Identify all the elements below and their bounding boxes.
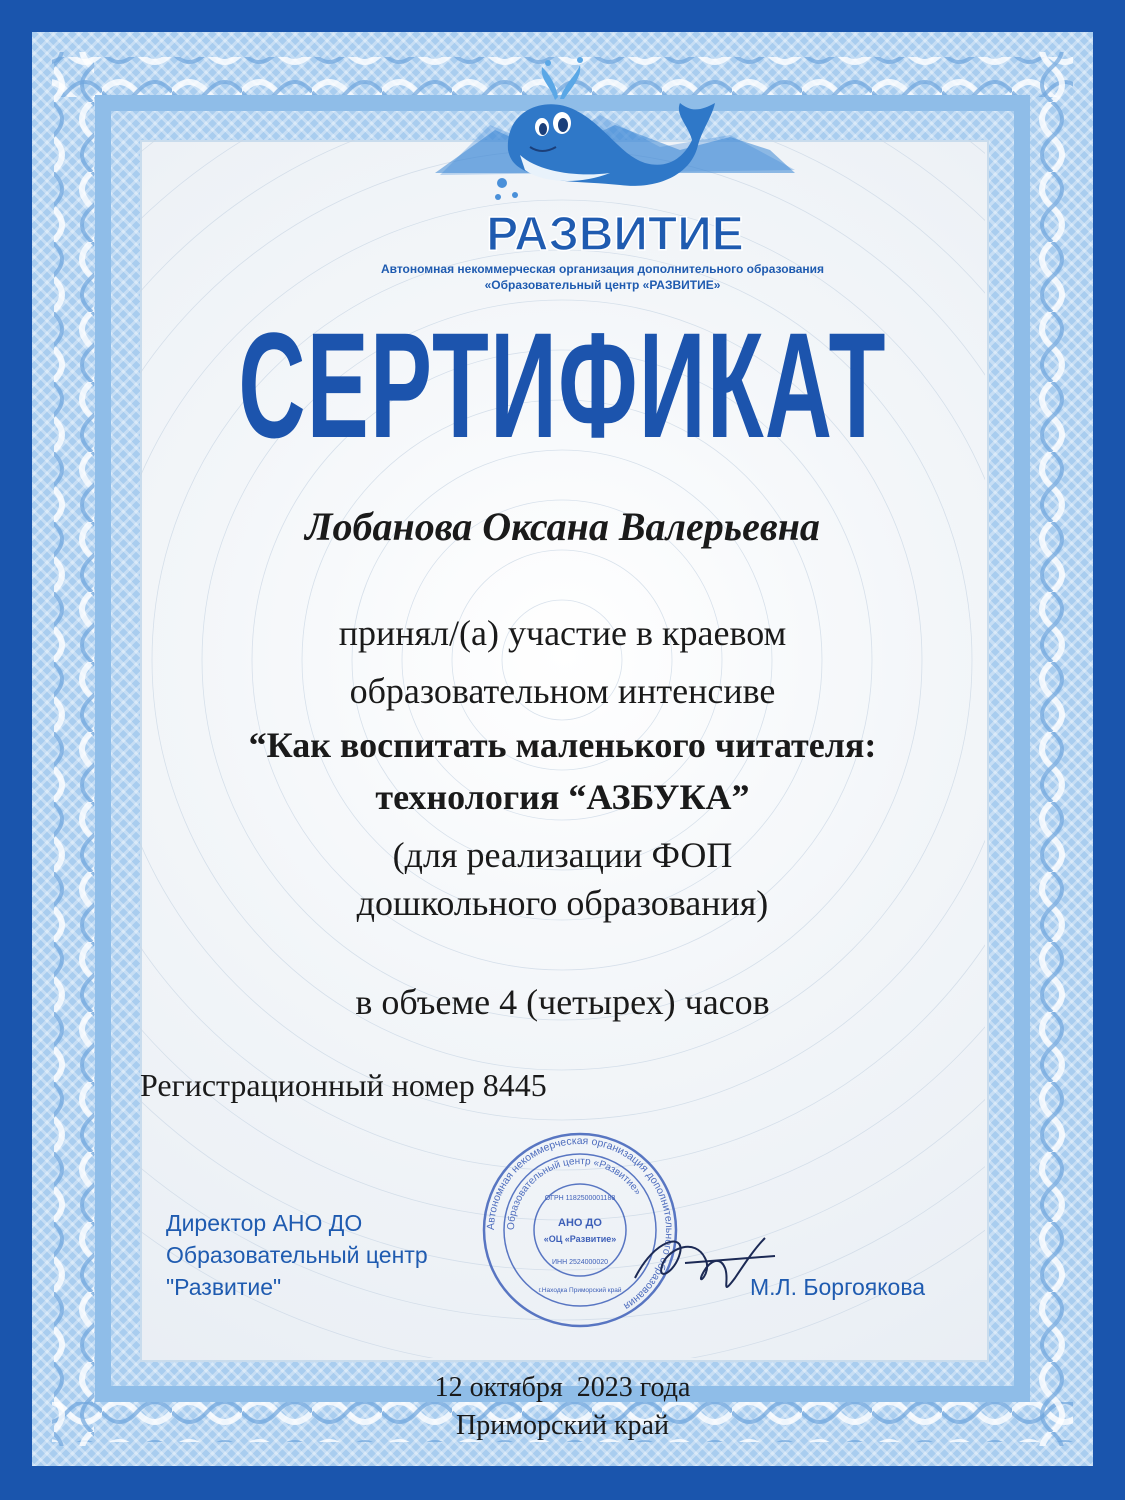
director-title-line-2: Образовательный центр <box>166 1242 428 1268</box>
course-note-line-1: (для реализации ФОП <box>392 835 733 875</box>
stamp-ogrn: ОГРН 1182500001188 <box>544 1195 616 1202</box>
stamp-outer-text: Автономная некоммерческая организация дополнительного образования <box>484 1134 676 1313</box>
stamp-middle-text: Образовательный центр «Развитие» <box>505 1155 643 1231</box>
stamp-inner-top: АНО ДО <box>558 1217 602 1229</box>
stamp-inner-bottom: «ОЦ «Развитие» <box>543 1234 617 1244</box>
stamp-inn: ИНН 2524000020 <box>551 1259 609 1266</box>
issue-place: Приморский край <box>456 1410 669 1441</box>
course-note-line-2: дошкольного образования) <box>356 883 769 923</box>
director-title-line-1: Директор АНО ДО <box>166 1210 363 1236</box>
registration-number: Регистрационный номер 8445 <box>140 1067 547 1103</box>
issue-date: 12 октября 2023 года <box>434 1372 691 1403</box>
director-name: М.Л. Боргоякова <box>750 1274 926 1300</box>
participation-line-2: образовательном интенсиве <box>349 671 776 711</box>
course-hours: в объеме 4 (четырех) часов <box>355 982 770 1022</box>
org-name-line-2: «Образовательный центр «РАЗВИТИЕ» <box>484 278 721 292</box>
course-title-line-1: “Как воспитать маленького читателя: <box>248 725 877 765</box>
participation-line-1: принял/(а) участие в краевом <box>338 613 787 653</box>
recipient-name: Лобанова Оксана Валерьевна <box>305 504 820 549</box>
razvitie-whale-logo <box>430 55 800 270</box>
org-name-line-1: Автономная некоммерческая организация дополнительного образования <box>380 262 825 276</box>
brand-name: РАЗВИТИЕ <box>486 208 744 261</box>
stamp-city: г.Находка Приморский край <box>538 1287 622 1294</box>
director-title-line-3: "Развитие" <box>166 1274 282 1300</box>
certificate-title: СЕРТИФИКАТ <box>238 301 887 469</box>
course-title-line-2: технология “АЗБУКА” <box>375 777 750 817</box>
